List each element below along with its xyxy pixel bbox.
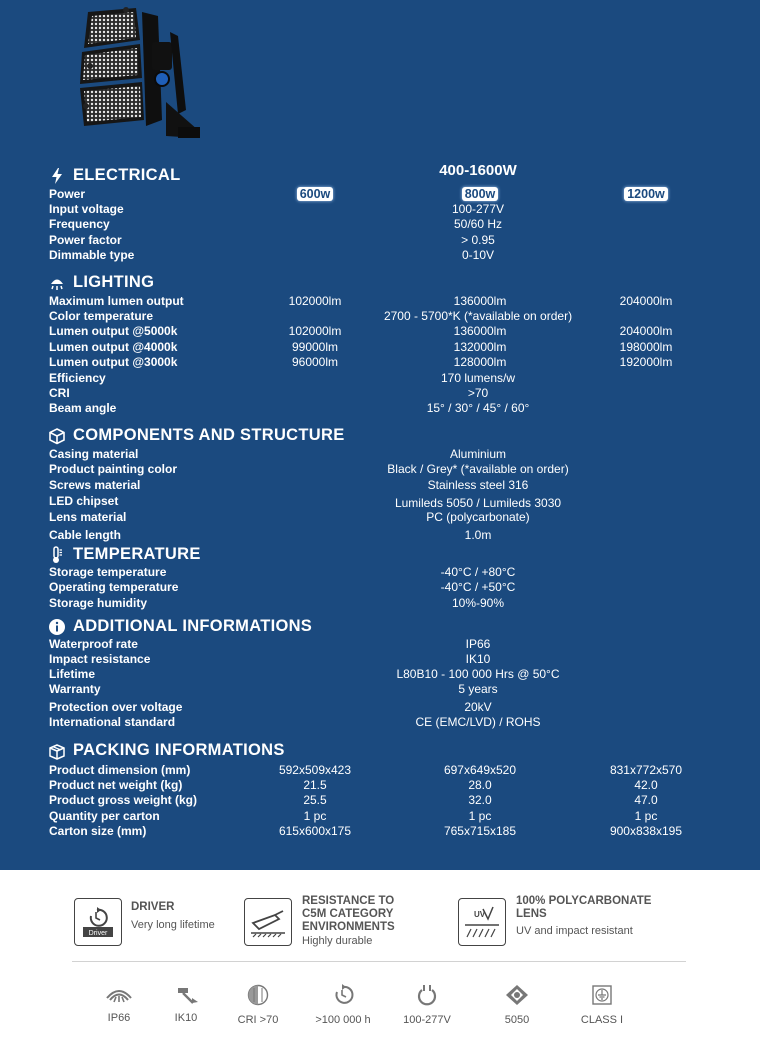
- class-i-ground-icon: [591, 984, 613, 1006]
- spec-value-col2: 697x649x520: [443, 763, 517, 777]
- feature-polycarbonate-line-1: 100% POLYCARBONATE: [516, 895, 652, 907]
- spec-value: 170 lumens/w: [440, 371, 516, 385]
- spec-value-col2: 32.0: [468, 793, 492, 807]
- voltage-label: 100-277V: [403, 1014, 451, 1026]
- spec-row-frequency: [0, 216, 760, 232]
- spec-label: Product dimension (mm): [49, 763, 191, 777]
- spec-label: Frequency: [49, 217, 110, 231]
- spec-label: Storage temperature: [49, 565, 167, 579]
- spec-label: Quantity per carton: [49, 809, 160, 823]
- spec-label: Lens material: [49, 510, 127, 524]
- ip66-label: IP66: [107, 1012, 131, 1024]
- feature-resistance-line-2: C5M CATEGORY: [302, 908, 394, 920]
- spec-value-col1: 99000lm: [291, 340, 339, 354]
- spec-label: Maximum lumen output: [49, 294, 184, 308]
- spec-value: -40°C / +80°C: [440, 565, 516, 579]
- section-title: LIGHTING: [73, 273, 155, 291]
- spec-value-col1: 96000lm: [291, 355, 339, 369]
- spec-label: Power: [49, 187, 86, 201]
- spec-value: 1.0m: [464, 528, 492, 542]
- spec-value: 50/60 Hz: [453, 217, 503, 231]
- section-title: ADDITIONAL INFORMATIONS: [73, 617, 313, 635]
- spec-label: Protection over voltage: [49, 700, 183, 714]
- spec-value-col2: [405, 186, 555, 202]
- uv-icon-text: UV: [474, 910, 486, 919]
- spec-row-power: [0, 186, 760, 202]
- spec-label: Lumen output @4000k: [49, 340, 178, 354]
- spec-row-humidity: [0, 595, 760, 611]
- spec-value: CE (EMC/LVD) / ROHS: [415, 715, 541, 729]
- power-badge-1200: 1200w: [624, 187, 668, 201]
- spec-row-standard: [0, 714, 760, 730]
- model-range-title: 400-1600W: [439, 162, 517, 179]
- corrosion-resistance-icon: [244, 898, 292, 946]
- power-plug-icon: [415, 984, 439, 1006]
- spec-value: 10%-90%: [451, 596, 505, 610]
- spec-row-quantity: [0, 808, 760, 824]
- section-lighting: [48, 273, 154, 292]
- spec-label: Efficiency: [49, 371, 106, 385]
- spec-label: Carton size (mm): [49, 824, 147, 838]
- spec-value-col2: 128000lm: [453, 355, 507, 369]
- feature-resistance-subtitle: Highly durable: [302, 935, 373, 947]
- class-icon-block: [562, 984, 642, 1026]
- feature-resistance-title: [302, 895, 395, 934]
- spec-label: Power factor: [49, 233, 122, 247]
- spec-row-operating-temp: [0, 579, 760, 595]
- spec-value: IP66: [465, 637, 491, 651]
- spec-value-col3: 198000lm: [619, 340, 673, 354]
- section-packing: [48, 741, 285, 760]
- driver-icon: [74, 898, 122, 946]
- cri-icon: [247, 984, 269, 1006]
- info-icon: [48, 618, 66, 636]
- cube-icon: [48, 427, 66, 445]
- spec-value-col2: 28.0: [468, 778, 492, 792]
- spec-value: 20kV: [464, 700, 492, 714]
- spec-value: Aluminium: [449, 447, 506, 461]
- spec-value-col2: 132000lm: [453, 340, 507, 354]
- feature-polycarbonate-title: [516, 895, 651, 921]
- thermometer-icon: [48, 546, 66, 564]
- spec-value: Lumileds 5050 / Lumileds 3030: [394, 496, 562, 510]
- spec-row-storage-temp: [0, 564, 760, 580]
- spec-label: Casing material: [49, 447, 139, 461]
- feature-driver-title: DRIVER: [131, 901, 175, 913]
- footer-divider: [72, 961, 686, 962]
- spec-value: 100-277V: [451, 202, 505, 216]
- spec-row-color-temp: [0, 308, 760, 324]
- spec-row-dimension: [0, 762, 760, 778]
- spec-value-col2: 1 pc: [468, 809, 492, 823]
- ik10-icon-block: [146, 984, 226, 1024]
- spec-row-waterproof: [0, 636, 760, 652]
- spec-value: Stainless steel 316: [427, 478, 529, 492]
- power-badge-600: 600w: [297, 187, 334, 201]
- chip-icon-block: [477, 984, 557, 1026]
- spec-value-col3: 192000lm: [619, 355, 673, 369]
- section-title: TEMPERATURE: [73, 545, 201, 563]
- spec-row-chipset: [0, 493, 760, 509]
- cri-label: CRI >70: [237, 1014, 279, 1026]
- spec-value: L80B10 - 100 000 Hrs @ 50°C: [396, 667, 560, 681]
- spec-value: 15° / 30° / 45° / 60°: [426, 401, 530, 415]
- spec-label: Warranty: [49, 682, 101, 696]
- spec-value-col1: 102000lm: [288, 294, 342, 308]
- spec-row-efficiency: [0, 370, 760, 386]
- spec-row-cable: [0, 527, 760, 543]
- spec-label: Operating temperature: [49, 580, 179, 594]
- spec-row-input-voltage: [0, 201, 760, 217]
- spec-value-col2: 136000lm: [453, 294, 507, 308]
- uv-lens-icon: [458, 898, 506, 946]
- lightning-icon: [48, 167, 66, 185]
- cri-icon-block: [218, 984, 298, 1026]
- spec-value-col1: 21.5: [303, 778, 327, 792]
- section-additional: [48, 617, 312, 636]
- chip-label: 5050: [504, 1014, 530, 1026]
- spec-label: Product gross weight (kg): [49, 793, 198, 807]
- feature-polycarbonate-line-2: LENS: [516, 908, 547, 920]
- section-title: COMPONENTS AND STRUCTURE: [73, 426, 345, 444]
- spec-value-col3: 1 pc: [634, 809, 658, 823]
- lifetime-label: >100 000 h: [315, 1014, 371, 1026]
- hammer-icon: [172, 984, 200, 1004]
- spec-value-col3: 204000lm: [619, 294, 673, 308]
- power-badge-800: 800w: [462, 187, 499, 201]
- spec-row-carton: [0, 823, 760, 839]
- ip66-icon: [105, 984, 133, 1004]
- spec-row-warranty: [0, 681, 760, 697]
- spec-row-max-lumen: [0, 293, 760, 309]
- spec-value: IK10: [465, 652, 491, 666]
- spec-row-lens: [0, 509, 760, 525]
- feature-resistance-line-3: ENVIRONMENTS: [302, 921, 395, 933]
- spec-label: Dimmable type: [49, 248, 135, 262]
- spec-row-impact: [0, 651, 760, 667]
- package-icon: [48, 742, 66, 760]
- spec-row-gross-weight: [0, 792, 760, 808]
- spec-label: Impact resistance: [49, 652, 151, 666]
- spec-label: Product painting color: [49, 462, 177, 476]
- spec-value-col3: 831x772x570: [609, 763, 683, 777]
- spec-value-col1: 1 pc: [303, 809, 327, 823]
- spec-value-col1: [240, 186, 390, 202]
- lifetime-icon-block: [303, 984, 383, 1026]
- spec-label: Storage humidity: [49, 596, 148, 610]
- spec-label: Waterproof rate: [49, 637, 138, 651]
- spec-label: International standard: [49, 715, 176, 729]
- spec-value-col1: 615x600x175: [278, 824, 352, 838]
- section-title: ELECTRICAL: [73, 166, 181, 184]
- spec-row-beam-angle: [0, 400, 760, 416]
- spec-label: Color temperature: [49, 309, 154, 323]
- section-title: PACKING INFORMATIONS: [73, 741, 285, 759]
- spec-value-col1: 102000lm: [288, 324, 342, 338]
- spec-label: Lumen output @5000k: [49, 324, 178, 338]
- spec-value: > 0.95: [461, 233, 495, 247]
- spec-value: 2700 - 5700*K (*available on order): [383, 309, 573, 323]
- section-electrical: [48, 166, 181, 185]
- spec-value-col3: 204000lm: [619, 324, 673, 338]
- floodlight-product-image: [70, 2, 215, 142]
- spec-row-dimmable: [0, 247, 760, 263]
- spec-label: Product net weight (kg): [49, 778, 183, 792]
- spec-label: Lumen output @3000k: [49, 355, 178, 369]
- feature-polycarbonate-subtitle: UV and impact resistant: [516, 925, 633, 937]
- spec-value-col3: 900x838x195: [609, 824, 683, 838]
- led-chip-icon: [505, 984, 529, 1006]
- spec-row-painting: [0, 461, 760, 477]
- section-components: [48, 426, 345, 445]
- spec-row-screws: [0, 477, 760, 493]
- spec-label: Beam angle: [49, 401, 117, 415]
- spec-row-cri: [0, 385, 760, 401]
- spec-value: 5 years: [458, 682, 498, 696]
- spec-label: CRI: [49, 386, 70, 400]
- spec-value: >70: [467, 386, 489, 400]
- spec-value-col3: 42.0: [634, 778, 658, 792]
- spec-value-col3: [571, 186, 721, 202]
- driver-icon-text: Driver: [88, 930, 108, 937]
- voltage-icon-block: [387, 984, 467, 1026]
- spec-row-lifetime: [0, 666, 760, 682]
- spec-label: Screws material: [49, 478, 141, 492]
- lamp-icon: [48, 274, 66, 292]
- spec-value: -40°C / +50°C: [440, 580, 516, 594]
- feature-driver-subtitle: Very long lifetime: [131, 919, 215, 931]
- spec-row-casing: [0, 446, 760, 462]
- spec-label: Input voltage: [49, 202, 124, 216]
- spec-row-lumen-4000: [0, 339, 760, 355]
- spec-label: Cable length: [49, 528, 122, 542]
- lifetime-icon: [331, 984, 355, 1006]
- features-footer: [0, 870, 760, 1062]
- section-temperature: [48, 545, 201, 564]
- spec-value-col1: 25.5: [303, 793, 327, 807]
- feature-resistance-line-1: RESISTANCE TO: [302, 895, 395, 907]
- spec-value-col3: 47.0: [634, 793, 658, 807]
- spec-value-col2: 136000lm: [453, 324, 507, 338]
- spec-value-col2: 765x715x185: [443, 824, 517, 838]
- ik10-label: IK10: [174, 1012, 198, 1024]
- spec-row-lumen-5000: [0, 323, 760, 339]
- class-label: CLASS I: [580, 1014, 624, 1026]
- spec-row-lumen-3000: [0, 354, 760, 370]
- spec-row-net-weight: [0, 777, 760, 793]
- spec-value: 0-10V: [461, 248, 495, 262]
- spec-row-power-factor: [0, 232, 760, 248]
- spec-value-col1: 592x509x423: [278, 763, 352, 777]
- spec-value: Black / Grey* (*available on order): [387, 462, 569, 476]
- spec-value: PC (polycarbonate): [426, 510, 530, 524]
- spec-label: Lifetime: [49, 667, 96, 681]
- spec-row-protection: [0, 699, 760, 715]
- spec-label: LED chipset: [49, 494, 119, 508]
